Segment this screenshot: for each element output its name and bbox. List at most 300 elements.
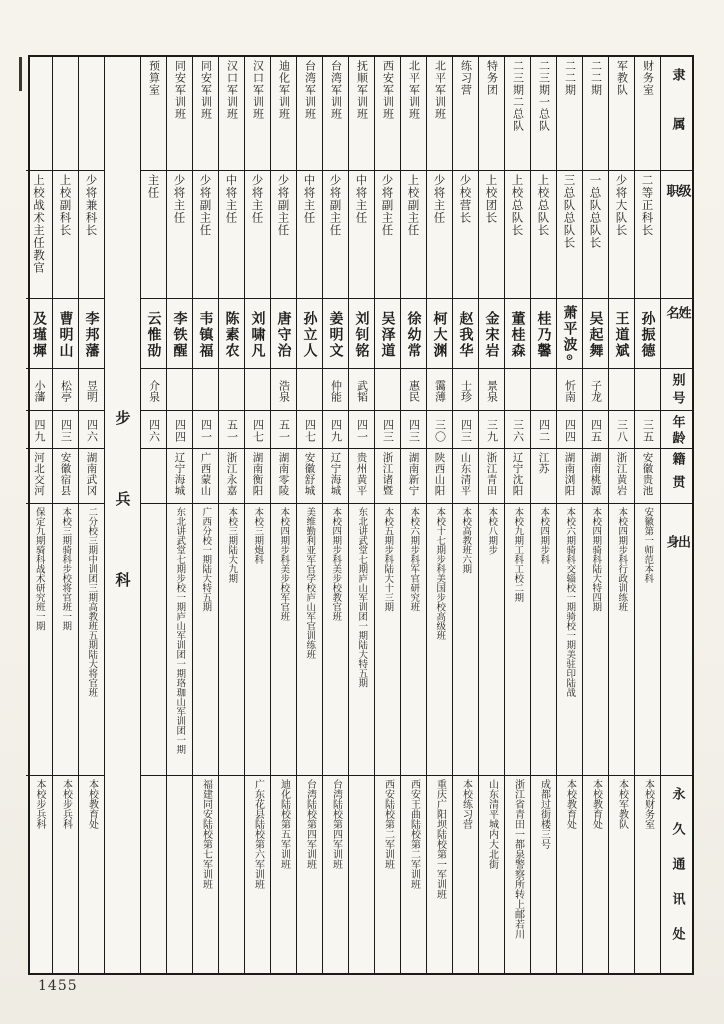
- person-column: [26, 57, 52, 973]
- person-native-place: 辽宁沈阳: [511, 452, 524, 496]
- person-name: 韦镇福: [197, 310, 214, 359]
- cell-alias: [609, 368, 634, 410]
- cell-affiliation: [245, 57, 270, 170]
- cell-address: [557, 775, 582, 973]
- person-address: 福建同安陆校第七军训班: [200, 779, 212, 889]
- person-name-mark: ⊙: [564, 352, 575, 365]
- person-age: 四九: [33, 418, 46, 443]
- cell-address: [245, 775, 270, 973]
- person-name: 曹明山: [57, 310, 74, 359]
- cell-affiliation: [349, 57, 374, 170]
- cell-alias: [583, 368, 608, 410]
- person-age: 四三: [381, 418, 395, 443]
- header-origin-label: 出身: [663, 535, 690, 658]
- person-affiliation: 二三期一总队: [537, 60, 551, 132]
- person-origin: 本校三期炮科: [252, 507, 264, 564]
- cell-alias: [219, 368, 244, 410]
- person-native-place: 广西蒙山: [199, 452, 212, 496]
- cell-affiliation: [557, 57, 582, 170]
- person-name: 金宋岩: [483, 310, 500, 359]
- cell-affiliation: [609, 57, 634, 170]
- person-affiliation: 西安军训班: [381, 60, 395, 120]
- cell-native-place: [245, 448, 270, 503]
- cell-age: [609, 410, 634, 448]
- cell-alias: [297, 368, 322, 410]
- cell-alias: [26, 368, 52, 410]
- person-name: 陈素农: [223, 310, 240, 359]
- person-rank: 少将主任: [172, 174, 187, 224]
- cell-address: [219, 775, 244, 973]
- person-column: [478, 57, 504, 973]
- cell-alias: [479, 368, 504, 410]
- cell-origin: [193, 503, 218, 775]
- cell-age: [141, 410, 166, 448]
- person-age: 三〇: [433, 418, 447, 443]
- person-address: 本校军教队: [616, 779, 628, 829]
- cell-native-place: [193, 448, 218, 503]
- cell-rank: [505, 170, 530, 298]
- person-column: [348, 57, 374, 973]
- person-native-place: 湖南衡阳: [251, 452, 264, 496]
- person-age: 四一: [355, 418, 369, 443]
- cell-affiliation: [323, 57, 348, 170]
- cell-affiliation: [401, 57, 426, 170]
- person-alias: 景泉: [485, 379, 499, 402]
- person-native-place: 贵州黄平: [355, 452, 368, 496]
- person-address: 浙江省青田一都泉警察所转上邮若川: [512, 779, 524, 939]
- person-alias: 子龙: [589, 379, 603, 402]
- person-address: 山东清平城内大北街: [486, 779, 498, 869]
- section-divider-infantry: [104, 57, 140, 973]
- cell-name: [453, 298, 478, 368]
- person-rank: 上校团长: [484, 174, 499, 224]
- person-name: 吴起舞: [587, 310, 604, 359]
- cell-rank: [79, 170, 104, 298]
- person-affiliation: 二三期二总队: [511, 60, 525, 132]
- person-alias: 忻南: [563, 379, 577, 402]
- cell-age: [167, 410, 192, 448]
- person-age: 四九: [329, 418, 343, 443]
- cell-name: [583, 298, 608, 368]
- cell-alias: [401, 368, 426, 410]
- cell-name: [323, 298, 348, 368]
- cell-affiliation: [79, 57, 104, 170]
- person-native-place: 山东清平: [459, 452, 472, 496]
- person-column: [530, 57, 556, 973]
- person-origin: 本校六期步科军官研究班: [408, 507, 420, 612]
- person-address: 本校教育处: [590, 779, 602, 829]
- person-origin: 本校三期骑科步校将官班一期: [60, 507, 72, 631]
- person-alias: 士珍: [459, 379, 473, 402]
- cell-address: [635, 775, 660, 973]
- cell-affiliation: [297, 57, 322, 170]
- cell-alias: [505, 368, 530, 410]
- person-rank: 上校副主任: [406, 174, 421, 237]
- person-column: [218, 57, 244, 973]
- cell-rank: [245, 170, 270, 298]
- person-affiliation: 汉口军训班: [251, 60, 265, 120]
- cell-affiliation: [375, 57, 400, 170]
- page-number: 1455: [38, 978, 78, 994]
- person-origin: 东北讲武堂七期庐山军训团一期陆大特五期: [356, 507, 368, 688]
- cell-name: [375, 298, 400, 368]
- cell-name: [401, 298, 426, 368]
- person-affiliation: 二二期: [563, 60, 577, 96]
- person-column: [374, 57, 400, 973]
- cell-native-place: [401, 448, 426, 503]
- person-alias: 浩泉: [277, 379, 291, 402]
- cell-address: [167, 775, 192, 973]
- person-origin: 本校九期工科工校二期: [512, 507, 524, 602]
- person-native-place: 湖南零陵: [277, 452, 290, 496]
- person-native-place: 河北交河: [33, 452, 45, 496]
- person-native-place: 湖南浏阳: [563, 452, 576, 496]
- person-rank: 少将兼科长: [84, 174, 99, 237]
- person-origin: 本校四期骑科陆大特四期: [590, 507, 602, 612]
- cell-native-place: [349, 448, 374, 503]
- header-origin: [661, 503, 692, 775]
- cell-name: [349, 298, 374, 368]
- person-rank: 中将主任: [302, 174, 317, 224]
- person-column: [166, 57, 192, 973]
- cell-address: [53, 775, 78, 973]
- cell-name: [427, 298, 452, 368]
- person-column: [426, 57, 452, 973]
- person-column: [608, 57, 634, 973]
- person-name: 王道斌: [613, 310, 630, 359]
- person-age: 五一: [225, 418, 239, 443]
- cell-origin: [323, 503, 348, 775]
- header-name-label: 姓名: [663, 306, 691, 337]
- cell-age: [479, 410, 504, 448]
- person-native-place: 浙江诸暨: [381, 452, 394, 496]
- person-name: 唐守治: [275, 310, 292, 359]
- person-native-place: 安徽舒城: [303, 452, 316, 496]
- person-age: 四四: [173, 418, 187, 443]
- person-address: 台湾陆校第四军训班: [304, 779, 316, 869]
- person-name: 李铁醒: [171, 310, 188, 359]
- person-origin: 安徽第一师范本科: [642, 507, 654, 583]
- cell-name: [53, 298, 78, 368]
- person-rank: 少将大队长: [614, 174, 629, 237]
- person-column: [322, 57, 348, 973]
- cell-affiliation: [219, 57, 244, 170]
- cell-age: [219, 410, 244, 448]
- person-name: 孙振德: [639, 310, 656, 359]
- person-origin: 本校六期骑科交辎校一期骑校一期美驻印陆战: [564, 507, 576, 697]
- cell-name: [531, 298, 556, 368]
- cell-address: [427, 775, 452, 973]
- cell-alias: [453, 368, 478, 410]
- cell-alias: [375, 368, 400, 410]
- cell-address: [297, 775, 322, 973]
- header-affiliation: [661, 57, 692, 170]
- person-age: 四三: [407, 418, 421, 443]
- person-address: 台湾陆校第四军训班: [330, 779, 342, 869]
- cell-affiliation: [26, 57, 52, 170]
- person-column: [400, 57, 426, 973]
- person-age: 三九: [485, 418, 499, 443]
- cell-affiliation: [453, 57, 478, 170]
- person-alias: 仲能: [329, 379, 343, 402]
- person-rank: 少将主任: [250, 174, 265, 224]
- person-rank: 上校副科长: [58, 174, 73, 237]
- header-name: [661, 298, 692, 368]
- cell-native-place: [427, 448, 452, 503]
- person-address: 本校练习营: [460, 779, 472, 829]
- person-age: 四七: [251, 418, 265, 443]
- cell-address: [323, 775, 348, 973]
- cell-name: [557, 298, 582, 368]
- cell-alias: [531, 368, 556, 410]
- person-origin: 二分校三期中训团三期高教班五期陆大将官班: [86, 507, 98, 697]
- person-column: [556, 57, 582, 973]
- person-alias: 昱明: [85, 379, 99, 402]
- cell-alias: [323, 368, 348, 410]
- person-affiliation: 台湾军训班: [329, 60, 343, 120]
- cell-rank: [401, 170, 426, 298]
- cell-age: [557, 410, 582, 448]
- cell-native-place: [505, 448, 530, 503]
- person-affiliation: 北平军训班: [407, 60, 421, 120]
- cell-origin: [271, 503, 296, 775]
- cell-alias: [167, 368, 192, 410]
- cell-alias: [635, 368, 660, 410]
- person-native-place: 浙江青田: [485, 452, 498, 496]
- cell-age: [531, 410, 556, 448]
- cell-age: [26, 410, 52, 448]
- person-affiliation: 北平军训班: [433, 60, 447, 120]
- person-age: 四六: [85, 418, 99, 443]
- cell-origin: [167, 503, 192, 775]
- cell-age: [505, 410, 530, 448]
- cell-rank: [219, 170, 244, 298]
- cell-affiliation: [427, 57, 452, 170]
- cell-native-place: [323, 448, 348, 503]
- person-alias: 松亭: [59, 379, 73, 402]
- person-age: 四四: [563, 418, 577, 443]
- cell-age: [79, 410, 104, 448]
- cell-age: [349, 410, 374, 448]
- person-age: 四五: [589, 418, 603, 443]
- person-rank: 少将副主任: [328, 174, 343, 237]
- cell-origin: [219, 503, 244, 775]
- person-rank: 主任: [146, 174, 161, 199]
- cell-affiliation: [635, 57, 660, 170]
- person-rank: 少将主任: [432, 174, 447, 224]
- person-rank: 三总队总队长: [562, 174, 577, 249]
- cell-address: [271, 775, 296, 973]
- person-age: 四三: [459, 418, 473, 443]
- person-origin: 本校高教班六期: [460, 507, 472, 574]
- cell-origin: [375, 503, 400, 775]
- cell-origin: [505, 503, 530, 775]
- cell-rank: [531, 170, 556, 298]
- cell-rank: [349, 170, 374, 298]
- person-rank: 上校总队长: [510, 174, 525, 237]
- cell-alias: [53, 368, 78, 410]
- person-affiliation: 军教队: [615, 60, 629, 96]
- cell-rank: [167, 170, 192, 298]
- cell-alias: [245, 368, 270, 410]
- person-origin: 本校四期步科行政训练班: [616, 507, 628, 612]
- cell-affiliation: [479, 57, 504, 170]
- cell-name: [26, 298, 52, 368]
- register-table: [28, 55, 694, 975]
- person-name: 姜明文: [327, 310, 344, 359]
- cell-address: [609, 775, 634, 973]
- person-name: 赵我华: [457, 310, 474, 359]
- person-rank: 少校营长: [458, 174, 473, 224]
- person-name: 刘钊铭: [353, 310, 370, 359]
- cell-origin: [245, 503, 270, 775]
- person-name: 徐幼常: [405, 310, 422, 359]
- person-address: 广东花县陆校第六军训班: [252, 779, 264, 889]
- header-age-label: 年龄: [669, 414, 685, 447]
- cell-name: [167, 298, 192, 368]
- cell-alias: [141, 368, 166, 410]
- cell-address: [505, 775, 530, 973]
- cell-rank: [271, 170, 296, 298]
- cell-name: [245, 298, 270, 368]
- person-rank: 上校战术主任教官: [32, 174, 46, 274]
- cell-age: [583, 410, 608, 448]
- person-native-place: 辽宁海城: [173, 452, 186, 496]
- person-affiliation: 二二期: [589, 60, 603, 96]
- cell-native-place: [479, 448, 504, 503]
- person-affiliation: 预算室: [147, 60, 161, 96]
- person-rank: 上校总队长: [536, 174, 551, 237]
- cell-alias: [271, 368, 296, 410]
- cell-age: [453, 410, 478, 448]
- person-address: 西安王曲陆校第二军训班: [408, 779, 420, 889]
- person-age: 四六: [147, 418, 161, 443]
- person-native-place: 陕西山阳: [433, 452, 446, 496]
- person-name: 董桂森: [509, 310, 526, 359]
- person-alias: 霭薄: [433, 379, 447, 402]
- cell-rank: [609, 170, 634, 298]
- person-age: 五一: [277, 418, 291, 443]
- cell-native-place: [583, 448, 608, 503]
- cell-age: [635, 410, 660, 448]
- person-address: 本校步兵科: [34, 779, 45, 829]
- person-alias: 惠民: [407, 379, 421, 402]
- person-column: [452, 57, 478, 973]
- cell-native-place: [271, 448, 296, 503]
- cell-name: [479, 298, 504, 368]
- cell-native-place: [557, 448, 582, 503]
- person-name: 李邦藩: [83, 310, 100, 359]
- person-name: 柯大渊: [431, 310, 448, 359]
- person-address: 本校财务室: [642, 779, 654, 829]
- cell-origin: [479, 503, 504, 775]
- cell-native-place: [26, 448, 52, 503]
- person-address: 本校教育处: [564, 779, 576, 829]
- person-origin: 本校三期陆大九期: [226, 507, 238, 583]
- person-age: 四二: [537, 418, 551, 443]
- cell-address: [79, 775, 104, 973]
- cell-origin: [53, 503, 78, 775]
- person-native-place: 湖南新宁: [407, 452, 420, 496]
- person-affiliation: 特务团: [485, 60, 499, 96]
- person-column: [582, 57, 608, 973]
- header-rank-label: 级职: [663, 184, 691, 241]
- person-rank: 一总队总队长: [588, 174, 603, 249]
- person-origin: 美维勤利亚军官学校庐山军官训练班: [304, 507, 316, 659]
- cell-origin: [141, 503, 166, 775]
- cell-rank: [193, 170, 218, 298]
- cell-name: [505, 298, 530, 368]
- person-affiliation: 抚顺军训班: [355, 60, 369, 120]
- cell-native-place: [635, 448, 660, 503]
- cell-name: [141, 298, 166, 368]
- cell-native-place: [297, 448, 322, 503]
- person-age: 四一: [199, 418, 213, 443]
- cell-address: [531, 775, 556, 973]
- cell-origin: [26, 503, 52, 775]
- cell-address: [193, 775, 218, 973]
- cell-rank: [141, 170, 166, 298]
- cell-alias: [557, 368, 582, 410]
- cell-address: [141, 775, 166, 973]
- cell-age: [271, 410, 296, 448]
- person-address: 本校教育处: [86, 779, 98, 829]
- person-address: 迪化陆校第五军训班: [278, 779, 290, 869]
- person-origin: 本校四期步科美步校教官班: [330, 507, 342, 621]
- cell-age: [297, 410, 322, 448]
- cell-origin: [79, 503, 104, 775]
- cell-address: [401, 775, 426, 973]
- cell-affiliation: [141, 57, 166, 170]
- person-native-place: 辽宁海城: [329, 452, 342, 496]
- person-rank: 少将副主任: [276, 174, 291, 237]
- person-origin: 本校十七期步科美国步校高级班: [434, 507, 446, 640]
- person-age: 三五: [641, 418, 655, 443]
- cell-native-place: [79, 448, 104, 503]
- cell-native-place: [375, 448, 400, 503]
- cell-rank: [26, 170, 52, 298]
- header-address-label: 永久通讯处: [669, 787, 685, 962]
- cell-origin: [401, 503, 426, 775]
- cell-affiliation: [167, 57, 192, 170]
- cell-affiliation: [53, 57, 78, 170]
- person-name: 及瑾墀: [31, 310, 47, 359]
- cell-address: [349, 775, 374, 973]
- cell-origin: [609, 503, 634, 775]
- cell-address: [583, 775, 608, 973]
- cell-address: [26, 775, 52, 973]
- cell-native-place: [53, 448, 78, 503]
- person-affiliation: 财务室: [641, 60, 655, 96]
- cell-origin: [349, 503, 374, 775]
- person-alias: 小藩: [33, 379, 46, 402]
- person-column: [296, 57, 322, 973]
- person-origin: 本校四期步科美步校军官班: [278, 507, 290, 621]
- cell-alias: [79, 368, 104, 410]
- cell-rank: [453, 170, 478, 298]
- cell-address: [375, 775, 400, 973]
- section-divider-cell: [105, 57, 140, 973]
- header-native-place: [661, 448, 692, 503]
- section-label: 步兵科: [113, 410, 132, 653]
- cell-affiliation: [271, 57, 296, 170]
- cell-affiliation: [505, 57, 530, 170]
- cell-rank: [479, 170, 504, 298]
- cell-alias: [427, 368, 452, 410]
- cell-rank: [323, 170, 348, 298]
- cell-native-place: [219, 448, 244, 503]
- cell-affiliation: [193, 57, 218, 170]
